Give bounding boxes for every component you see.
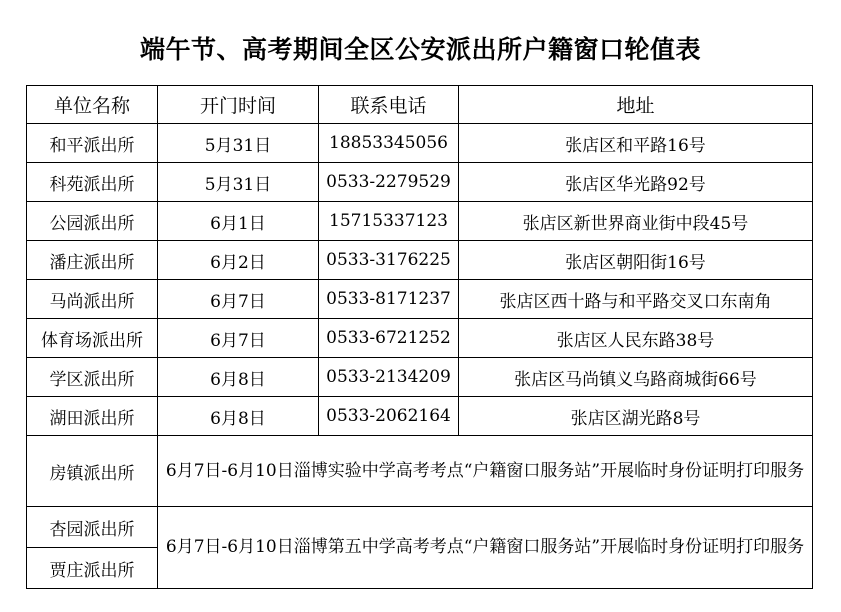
phone-number: 0533-3176225 bbox=[319, 241, 459, 280]
address: 张店区新世界商业街中段45号 bbox=[459, 202, 813, 241]
station-name: 科苑派出所 bbox=[27, 163, 158, 202]
address: 张店区马尚镇义乌路商城街66号 bbox=[459, 358, 813, 397]
page-title: 端午节、高考期间全区公安派出所户籍窗口轮值表 bbox=[139, 35, 701, 64]
header-phone: 联系电话 bbox=[319, 86, 459, 124]
phone-number: 0533-6721252 bbox=[319, 319, 459, 358]
header-address: 地址 bbox=[459, 86, 813, 124]
station-name: 学区派出所 bbox=[27, 358, 158, 397]
address: 张店区人民东路38号 bbox=[459, 319, 813, 358]
header-open-time: 开门时间 bbox=[158, 86, 319, 124]
open-date: 6月7日 bbox=[158, 280, 319, 319]
open-date: 6月1日 bbox=[158, 202, 319, 241]
table-row-special bbox=[27, 436, 813, 507]
address: 张店区华光路92号 bbox=[459, 163, 813, 202]
open-date: 6月8日 bbox=[158, 358, 319, 397]
duty-roster-table bbox=[26, 85, 813, 589]
table-row bbox=[27, 241, 813, 280]
station-name: 贾庄派出所 bbox=[27, 548, 158, 589]
address: 张店区和平路16号 bbox=[459, 124, 813, 163]
station-name: 房镇派出所 bbox=[27, 436, 158, 507]
phone-number: 0533-8171237 bbox=[319, 280, 459, 319]
table-row bbox=[27, 280, 813, 319]
table-row bbox=[27, 319, 813, 358]
header-station: 单位名称 bbox=[27, 86, 158, 124]
station-name: 体育场派出所 bbox=[27, 319, 158, 358]
open-date: 5月31日 bbox=[158, 163, 319, 202]
table-row-special bbox=[27, 507, 813, 548]
table-row bbox=[27, 163, 813, 202]
table-header-row bbox=[27, 86, 813, 124]
open-date: 6月7日 bbox=[158, 319, 319, 358]
address: 张店区湖光路8号 bbox=[459, 397, 813, 436]
service-notice: 6月7日-6月10日淄博第五中学高考考点“户籍窗口服务站”开展临时身份证明打印服务 bbox=[158, 507, 813, 589]
address: 张店区朝阳街16号 bbox=[459, 241, 813, 280]
station-name: 潘庄派出所 bbox=[27, 241, 158, 280]
station-name: 杏园派出所 bbox=[27, 507, 158, 548]
phone-number: 0533-2062164 bbox=[319, 397, 459, 436]
phone-number: 15715337123 bbox=[319, 202, 459, 241]
table-row bbox=[27, 358, 813, 397]
phone-number: 0533-2134209 bbox=[319, 358, 459, 397]
open-date: 5月31日 bbox=[158, 124, 319, 163]
station-name: 公园派出所 bbox=[27, 202, 158, 241]
station-name: 和平派出所 bbox=[27, 124, 158, 163]
station-name: 湖田派出所 bbox=[27, 397, 158, 436]
station-name: 马尚派出所 bbox=[27, 280, 158, 319]
open-date: 6月8日 bbox=[158, 397, 319, 436]
address: 张店区西十路与和平路交叉口东南角 bbox=[459, 280, 813, 319]
phone-number: 18853345056 bbox=[319, 124, 459, 163]
phone-number: 0533-2279529 bbox=[319, 163, 459, 202]
table-row bbox=[27, 124, 813, 163]
table-row bbox=[27, 202, 813, 241]
table-row bbox=[27, 397, 813, 436]
open-date: 6月2日 bbox=[158, 241, 319, 280]
service-notice: 6月7日-6月10日淄博实验中学高考考点“户籍窗口服务站”开展临时身份证明打印服务 bbox=[158, 436, 813, 507]
